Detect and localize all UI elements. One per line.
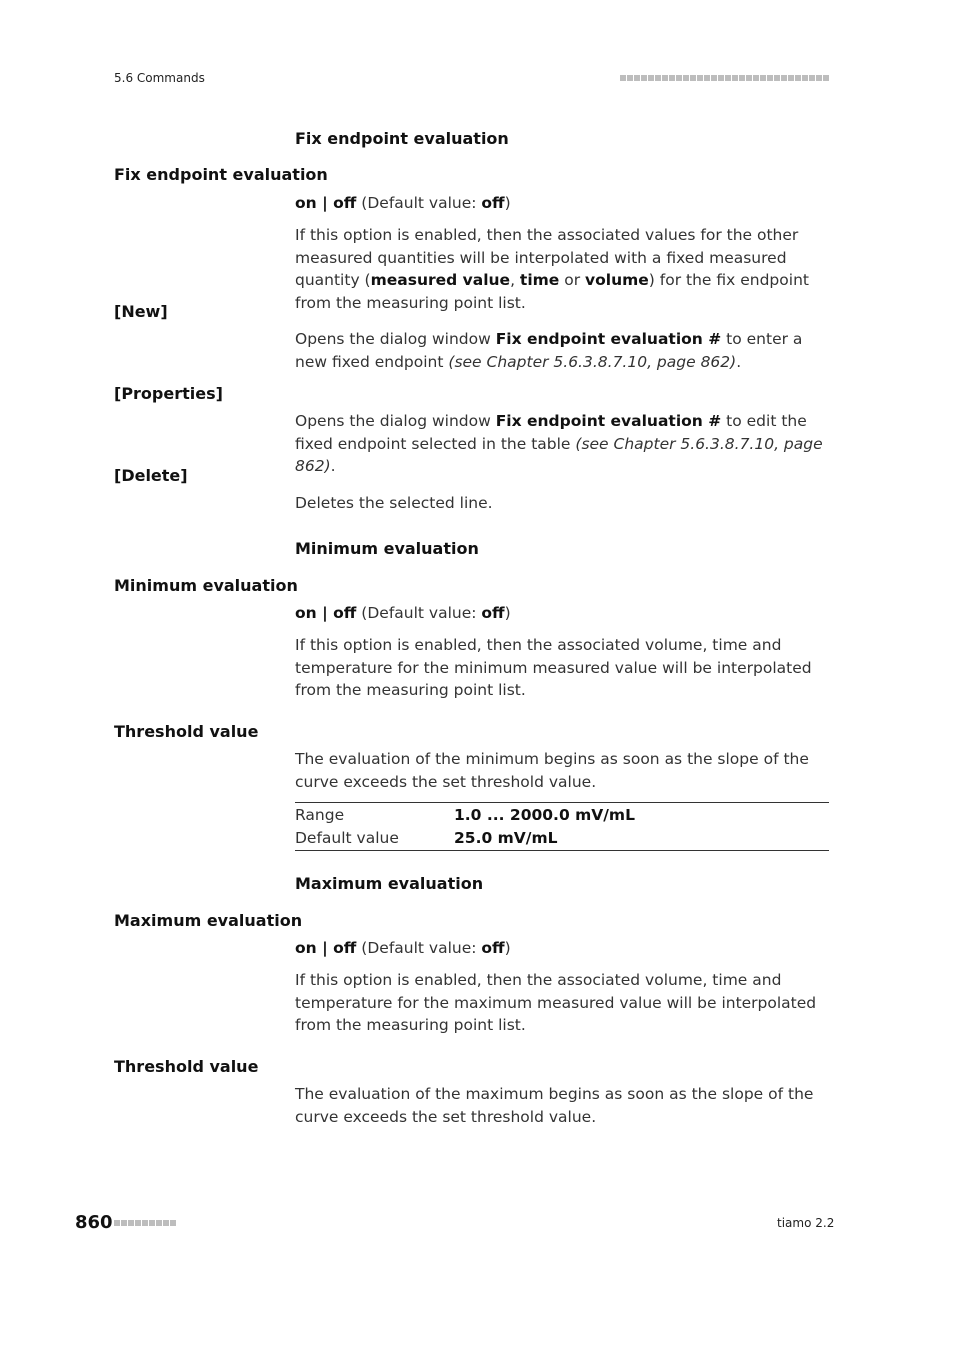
maximum-threshold-description: The evaluation of the maximum begins as soon as the slope of the curve exceeds the set threshold value. bbox=[295, 1085, 814, 1126]
minimum-threshold-table bbox=[295, 802, 829, 851]
minimum-options: on | off (Default value: off) bbox=[295, 604, 511, 622]
param-title-maximum-threshold: Threshold value bbox=[114, 1057, 259, 1076]
table-value: 25.0 mV/mL bbox=[454, 828, 558, 847]
page-number: 860 bbox=[75, 1212, 113, 1233]
section-title-fix-endpoint: Fix endpoint evaluation bbox=[295, 129, 509, 148]
new-button-label: [New] bbox=[114, 302, 168, 321]
properties-button-label: [Properties] bbox=[114, 384, 223, 403]
minimum-threshold-description: The evaluation of the minimum begins as soon as the slope of the curve exceeds the set threshold value. bbox=[295, 750, 809, 791]
delete-button-label: [Delete] bbox=[114, 466, 188, 485]
fix-endpoint-description: If this option is enabled, then the associated values for the other measured quantities will be interpolated with a fixed measured quantity (measured value, time or volume) for the fix endpoint from the measuring point list. bbox=[295, 226, 809, 313]
table-key: Default value bbox=[295, 828, 399, 847]
section-title-minimum: Minimum evaluation bbox=[295, 539, 479, 558]
section-title-maximum: Maximum evaluation bbox=[295, 874, 484, 893]
maximum-options: on | off (Default value: off) bbox=[295, 939, 511, 957]
cross-reference-link[interactable]: (see Chapter 5.6.3.8.7.10, page 862) bbox=[295, 434, 823, 476]
cross-reference-link[interactable]: (see Chapter 5.6.3.8.7.10, page 862) bbox=[448, 352, 737, 371]
param-title-maximum: Maximum evaluation bbox=[114, 911, 303, 930]
param-title-fix-endpoint: Fix endpoint evaluation bbox=[114, 165, 328, 184]
running-header-section: 5.6 Commands bbox=[114, 71, 205, 85]
delete-description: Deletes the selected line. bbox=[295, 494, 493, 512]
fix-endpoint-options: on | off (Default value: off) bbox=[295, 194, 511, 212]
product-name: tiamo 2.2 bbox=[777, 1216, 835, 1230]
table-value: 1.0 ... 2000.0 mV/mL bbox=[454, 806, 635, 824]
new-description: Opens the dialog window Fix endpoint evaluation # to enter a new fixed endpoint (see Chapter 5.6.3.8.7.10, page 862). bbox=[295, 330, 803, 371]
table-row bbox=[295, 827, 829, 850]
maximum-description: If this option is enabled, then the associated volume, time and temperature for the maximum measured value will be interpolated from the measuring point list. bbox=[295, 971, 817, 1035]
footer-decoration-dots bbox=[114, 1220, 176, 1226]
minimum-description: If this option is enabled, then the associated volume, time and temperature for the minimum measured value will be interpolated from the measuring point list. bbox=[295, 636, 812, 700]
param-title-minimum: Minimum evaluation bbox=[114, 576, 298, 595]
header-decoration-dots bbox=[620, 75, 829, 81]
param-title-minimum-threshold: Threshold value bbox=[114, 722, 259, 741]
properties-description: Opens the dialog window Fix endpoint evaluation # to edit the fixed endpoint selected in the table (see Chapter 5.6.3.8.7.10, page 862). bbox=[295, 412, 823, 476]
table-key: Range bbox=[295, 806, 345, 824]
table-row bbox=[295, 804, 829, 827]
